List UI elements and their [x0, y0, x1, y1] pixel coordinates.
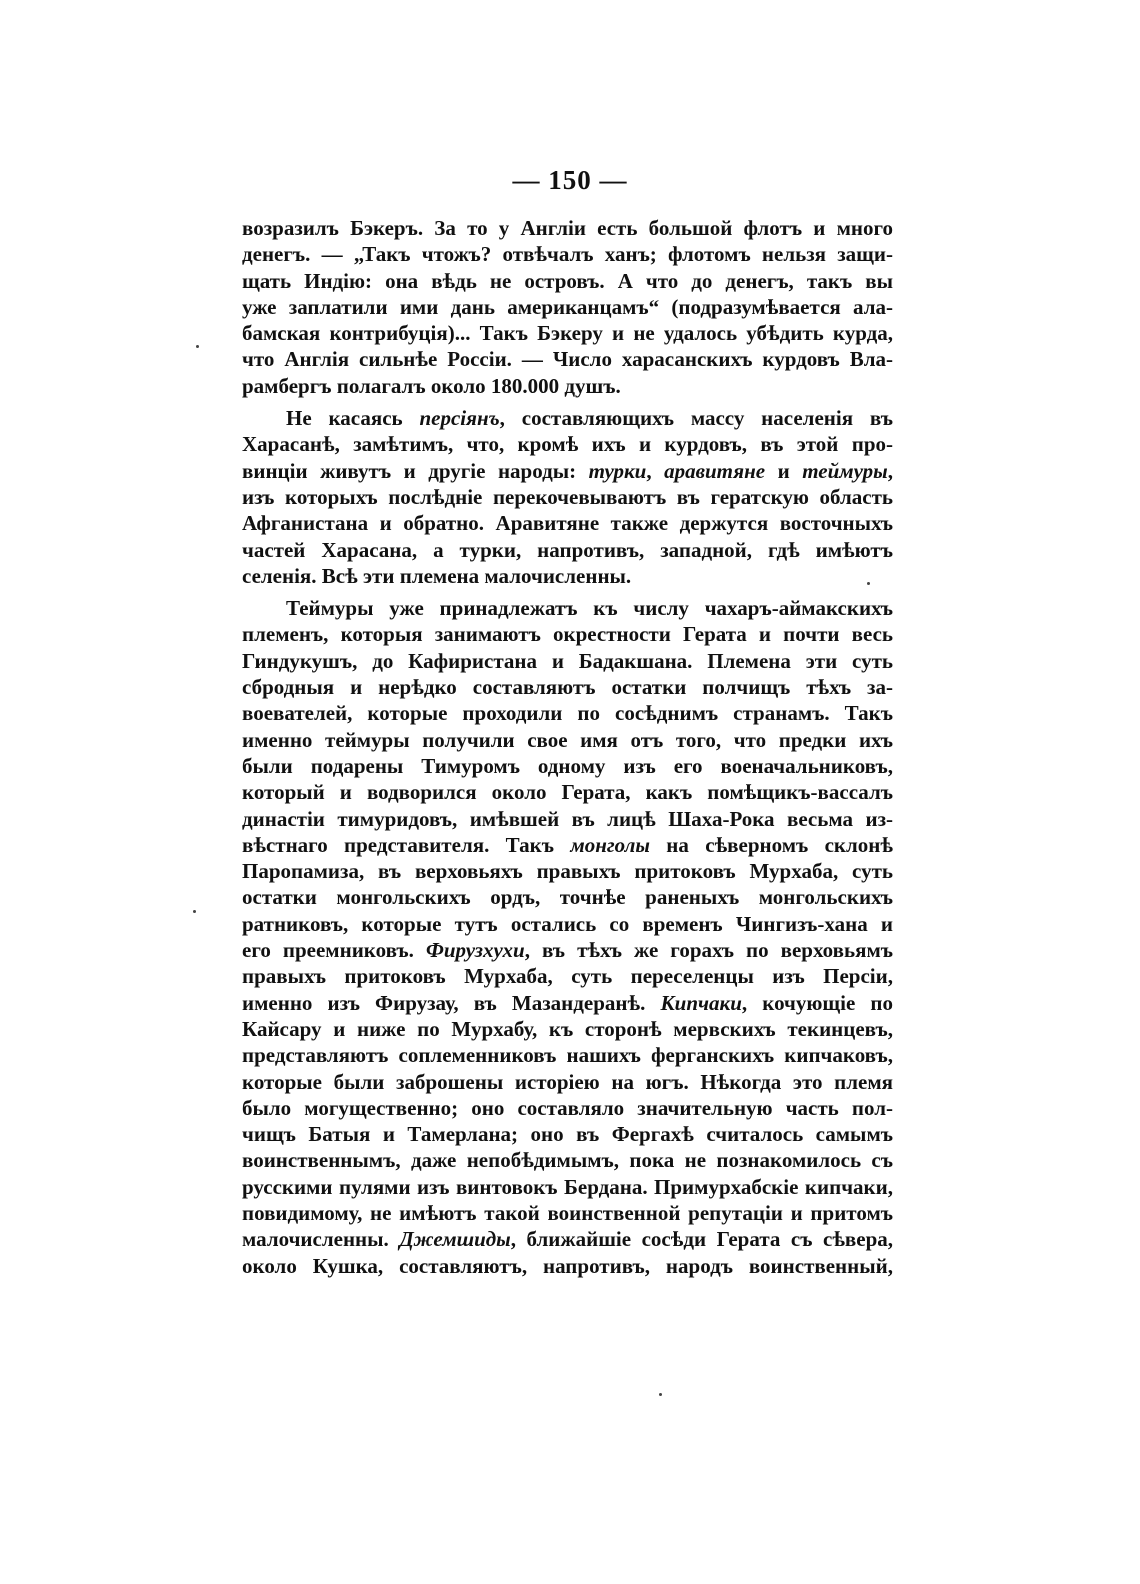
italic-term: Джемшиды	[399, 1227, 511, 1252]
text-line: которые были заброшены исторіею на югъ. Нѣкогда это племя	[242, 1069, 893, 1094]
text-line: около Кушка, составляютъ, напротивъ, народъ воинственный,	[242, 1253, 893, 1278]
page-number: — 150 —	[512, 165, 628, 195]
text-line: Гиндукушъ, до Кафиристана и Бадакшана. Племена эти суть	[242, 648, 893, 673]
scan-speck	[193, 910, 196, 913]
text-line: вѣстнаго представителя. Такъ монголы на сѣверномъ склонѣ	[242, 832, 893, 857]
text-line: династіи тимуридовъ, имѣвшей въ лицѣ Шаха-Рока весьма из-	[242, 806, 893, 831]
text-line: рамбергъ полагалъ около 180.000 душъ.	[242, 373, 621, 398]
text-line: было могущественно; оно составляло значительную часть пол-	[242, 1095, 893, 1120]
scan-speck	[867, 582, 870, 585]
text-line: малочисленны. Джемшиды, ближайшіе сосѣди Герата съ сѣвера,	[242, 1227, 893, 1252]
paragraph	[242, 595, 893, 1279]
text-line: что Англія сильнѣе Россіи. — Число харасанскихъ курдовъ Вла-	[242, 347, 893, 372]
text-line: именно теймуры получили свое имя отъ того, что предки ихъ	[242, 727, 893, 752]
text-line: воинственнымъ, даже непобѣдимымъ, пока не познакомилось съ	[242, 1148, 893, 1173]
text-line: чищъ Батыя и Тамерлана; оно въ Фергахѣ считалось самымъ	[242, 1122, 893, 1147]
text-line: щать Индію: она вѣдь не островъ. А что до денегъ, такъ вы	[242, 268, 893, 293]
text-line: Афганистана и обратно. Аравитяне также держутся восточныхъ	[242, 511, 893, 536]
text-line: русскими пулями изъ винтовокъ Бердана. Примурхабскіе кипчаки,	[242, 1174, 893, 1199]
text-line: который и водворился около Герата, какъ помѣщикъ-вассалъ	[242, 780, 893, 805]
paragraph	[242, 405, 893, 589]
italic-term: аравитяне	[664, 458, 766, 483]
text-line: сбродныя и нерѣдко составляютъ остатки полчищъ тѣхъ за-	[242, 675, 893, 700]
italic-term: теймуры	[802, 458, 888, 483]
text-line: бамская контрибуція)... Такъ Бэкеру и не удалось убѣдить курда,	[242, 321, 893, 346]
text-line: возразилъ Бэкеръ. За то у Англіи есть большой флотъ и много	[242, 216, 893, 240]
text-line: денегъ. — „Такъ чтожъ? отвѣчалъ ханъ; флотомъ нельзя защи-	[242, 242, 893, 267]
italic-term: персіянъ	[419, 406, 500, 431]
italic-term: турки	[588, 458, 647, 483]
italic-term: Фирузхухи	[425, 938, 525, 963]
text-line: были подарены Тимуромъ одному изъ его военачальниковъ,	[242, 753, 893, 778]
text-line: Кайсару и ниже по Мурхабу, къ сторонѣ мервскихъ текинцевъ,	[242, 1016, 893, 1041]
paragraph	[242, 215, 893, 399]
text-line: представляютъ соплеменниковъ нашихъ ферганскихъ кипчаковъ,	[242, 1043, 893, 1068]
italic-term: монголы	[570, 832, 650, 857]
text-line: его преемниковъ. Фирузхухи, въ тѣхъ же горахъ по верховьямъ	[242, 938, 893, 963]
italic-term: Кипчаки	[660, 990, 742, 1015]
text-line: уже заплатили ими дань американцамъ“ (подразумѣвается ала-	[242, 294, 893, 319]
text-line: правыхъ притоковъ Мурхаба, суть переселенцы изъ Персіи,	[242, 964, 893, 989]
text-line: Теймуры уже принадлежатъ къ числу чахаръ-аймакскихъ	[286, 596, 893, 621]
text-line: воевателей, которые проходили по сосѣднимъ странамъ. Такъ	[242, 701, 893, 726]
text-line: племенъ, которыя занимаютъ окрестности Герата и почти весь	[242, 622, 893, 647]
text-line: именно изъ Фирузау, въ Мазандеранѣ. Кипчаки, кочующіе по	[242, 990, 893, 1015]
text-line: повидимому, не имѣютъ такой воинственной репутаціи и притомъ	[242, 1200, 893, 1225]
text-line: винціи живутъ и другіе народы: турки, аравитяне и теймуры,	[242, 458, 893, 483]
text-line: Паропамиза, въ верховьяхъ правыхъ притоковъ Мурхаба, суть	[242, 859, 893, 884]
text-line: остатки монгольскихъ ордъ, точнѣе раненыхъ монгольскихъ	[242, 885, 893, 910]
text-line: частей Харасана, а турки, напротивъ, западной, гдѣ имѣютъ	[242, 537, 893, 562]
text-line: изъ которыхъ послѣдніе перекочевываютъ въ гератскую область	[242, 484, 893, 509]
text-line: Не касаясь персіянъ, составляющихъ массу населенія въ	[286, 406, 893, 431]
text-line: селенія. Всѣ эти племена малочисленны.	[242, 563, 632, 588]
text-line: Харасанѣ, замѣтимъ, что, кромѣ ихъ и курдовъ, въ этой про-	[242, 432, 893, 457]
scan-speck	[196, 345, 199, 348]
page-text-body	[242, 215, 893, 1279]
scan-speck	[659, 1393, 662, 1396]
text-line: ратниковъ, которые тутъ остались со временъ Чингизъ-хана и	[242, 911, 893, 936]
